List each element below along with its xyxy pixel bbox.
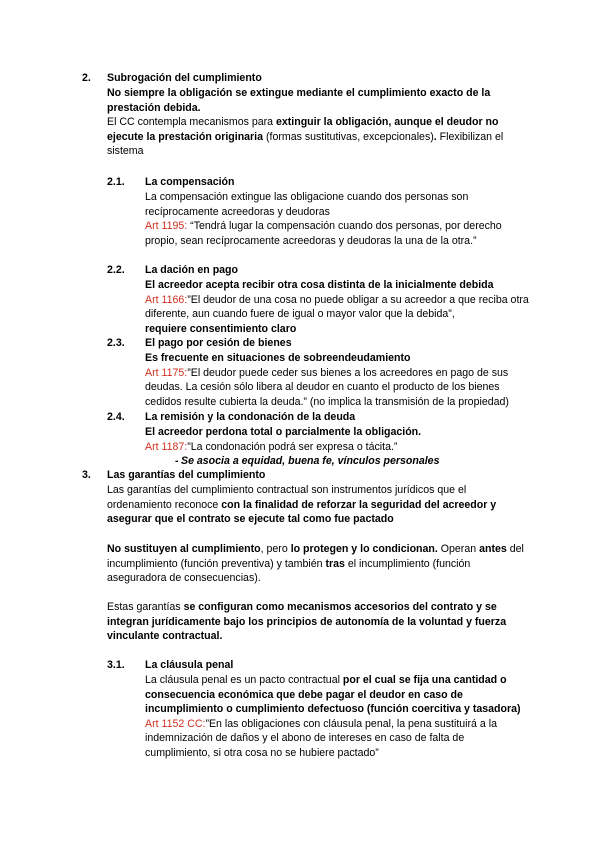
lead-statement: Es frecuente en situaciones de sobreendeudamiento <box>145 352 411 364</box>
subsection-body <box>145 673 530 761</box>
article-reference: Art 1152 CC: <box>145 717 206 730</box>
subsection-number: 2.2. <box>107 264 125 276</box>
article-citation: Art 1166:”El deudor de una cosa no puede obligar a su acreedor a que reciba otra diferente, aun cuando fuere de igual o mayor valor que la debida”, <box>145 293 529 321</box>
article-citation: Art 1152 CC:”En las obligaciones con cláusula penal, la pena sustituirá a la indemnización de daños y el abono de intereses en caso de falta de cumplimiento, si otra cosa no se hubiere pactado” <box>145 717 497 759</box>
paragraph: La cláusula penal es un pacto contractual por el cual se fija una cantidad o consecuencia económica que debe pagar el deudor en caso de incumplimiento o cumplimiento defectuoso (función coercitiva y tasadora) <box>145 674 521 716</box>
section-number: 2. <box>82 72 91 84</box>
article-citation: Art 1195: “Tendrá lugar la compensación cuando dos personas, por derecho propio, sean recíprocamente acreedoras y deudoras la una de la otra.” <box>145 220 502 247</box>
subsection-number: 2.1. <box>107 176 125 188</box>
article-reference: Art 1166: <box>145 293 188 306</box>
lead-statement: El acreedor acepta recibir otra cosa distinta de la inicialmente debida <box>145 279 494 291</box>
subsection-body <box>145 278 530 336</box>
subsection-title: La cláusula penal <box>145 659 234 671</box>
bullet-marker: - <box>175 455 179 467</box>
section-title: Subrogación del cumplimiento <box>107 72 262 84</box>
paragraph: Estas garantías se configuran como mecanismos accesorios del contrato y se integran jurídicamente bajo los principios de autonomía de la voluntad y fuerza vinculante contractual. <box>107 601 507 643</box>
paragraph: Las garantías del cumplimiento contractual son instrumentos jurídicos que el ordenamiento reconoce con la finalidad de reforzar la seguridad del acreedor y asegurar que el contrato se ejecute tal como fue pactado <box>107 484 497 526</box>
article-reference: Art 1187: <box>145 440 188 453</box>
section-body <box>107 86 527 159</box>
lead-statement: No siempre la obligación se extingue mediante el cumplimiento exacto de la prestación debida. <box>107 87 491 114</box>
note: requiere consentimiento claro <box>145 322 297 335</box>
subsection-body <box>145 425 530 454</box>
subsection-body <box>145 351 530 409</box>
section-title: Las garantías del cumplimiento <box>107 469 266 481</box>
subsection-body <box>145 190 530 248</box>
section-number: 3. <box>82 469 91 481</box>
lead-statement: El acreedor perdona total o parcialmente la obligación. <box>145 426 422 438</box>
subsection-title: La dación en pago <box>145 264 239 276</box>
subsection-title: La compensación <box>145 176 235 188</box>
section-body <box>107 483 527 527</box>
subsection-number: 2.4. <box>107 411 125 423</box>
paragraph: El CC contempla mecanismos para extinguir la obligación, aunque el deudor no ejecute la prestación originaria (formas sustitutivas, excepcionales). Flexibilizan el sistema <box>107 116 504 158</box>
article-reference: Art 1195: <box>145 220 188 233</box>
subsection-title: La remisión y la condonación de la deuda <box>145 411 356 423</box>
article-reference: Art 1175: <box>145 366 188 379</box>
article-citation: Art 1175:”El deudor puede ceder sus bienes a los acreedores en pago de sus deudas. La cesión sólo libera al deudor en cuanto el producto de los bienes cedidos resulte cubierta la deuda.” (no implica la transmisión de la propiedad) <box>145 366 509 408</box>
paragraph: La compensación extingue las obligacione cuando dos personas son recíprocamente acreedoras y deudoras <box>145 191 469 218</box>
article-citation: Art 1187:”La condonación podrá ser expresa o tácita.” <box>145 440 398 453</box>
subsection-title: El pago por cesión de bienes <box>145 337 292 349</box>
subsection-number: 2.3. <box>107 337 125 349</box>
bullet-item: Se asocia a equidad, buena fe, vínculos personales <box>181 455 440 467</box>
subsection-number: 3.1. <box>107 659 125 671</box>
paragraph: No sustituyen al cumplimiento, pero lo protegen y lo condicionan. Operan antes del incumplimiento (función preventiva) y también tras el incumplimiento (función aseguradora de consecuencias). <box>107 543 524 585</box>
